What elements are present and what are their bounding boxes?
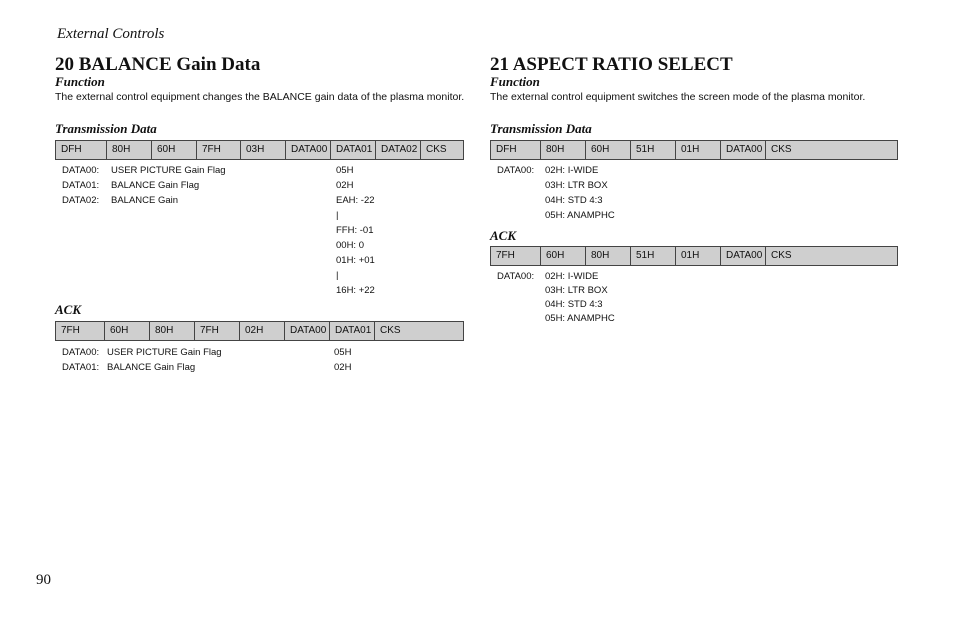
code-cell: 60H [586, 141, 631, 159]
data-value: | [336, 270, 339, 281]
code-cell: 51H [631, 141, 676, 159]
section-title-aspect-ratio: 21 ASPECT RATIO SELECT [490, 54, 733, 75]
transmission-heading: Transmission Data [55, 121, 157, 136]
transmission-data-list [62, 163, 462, 298]
list-item [62, 208, 462, 223]
code-cell: 80H [107, 141, 152, 159]
data-value: 01H: +01 [336, 255, 375, 266]
list-item [62, 283, 462, 298]
code-cell: CKS [771, 250, 792, 261]
ack-heading: ACK [55, 302, 82, 317]
data-value: 02H: I-WIDE [545, 165, 599, 176]
list-item [62, 193, 462, 208]
data-value: 02H: I-WIDE [545, 271, 599, 282]
ack-data-list [62, 345, 462, 375]
data-value: 04H: STD 4:3 [545, 195, 603, 206]
list-item [62, 163, 462, 178]
code-cell: CKS [426, 144, 447, 155]
code-cell: 01H [676, 141, 721, 159]
data-value: 02H [334, 362, 352, 373]
list-item [497, 178, 897, 193]
list-item [497, 270, 897, 284]
list-item [497, 193, 897, 208]
ack-code-table [490, 246, 898, 266]
data-key: DATA01: [62, 362, 100, 373]
list-item [62, 268, 462, 283]
data-value: | [336, 210, 339, 221]
data-value: 05H: ANAMPHC [545, 313, 615, 324]
list-item [497, 208, 897, 223]
list-item [62, 253, 462, 268]
code-cell: 80H [150, 322, 195, 340]
data-key: DATA00: [497, 165, 535, 176]
code-cell: DATA02 [376, 141, 421, 159]
code-cell: 60H [541, 247, 586, 265]
transmission-data-list [497, 163, 897, 223]
list-item [62, 223, 462, 238]
code-cell: DATA01 [331, 141, 376, 159]
code-cell: 02H [240, 322, 285, 340]
data-value: FFH: -01 [336, 225, 374, 236]
data-key: DATA02: [62, 195, 100, 206]
code-cell: 80H [541, 141, 586, 159]
data-key: DATA00: [62, 347, 100, 358]
data-value: 04H: STD 4:3 [545, 299, 603, 310]
ack-code-table [55, 321, 464, 341]
code-cell: 60H [105, 322, 150, 340]
code-cell: 51H [631, 247, 676, 265]
transmission-code-table [55, 140, 464, 160]
function-heading: Function [490, 74, 540, 89]
data-value: 05H [336, 165, 354, 176]
code-cell: CKS [771, 144, 792, 155]
list-item [62, 360, 462, 375]
function-description: The external control equipment changes the BALANCE gain data of the plasma monitor. [55, 91, 465, 103]
code-cell: 60H [152, 141, 197, 159]
section-title-balance: 20 BALANCE Gain Data [55, 54, 261, 75]
code-cell: 7FH [195, 322, 240, 340]
code-cell: 7FH [56, 322, 105, 340]
function-heading: Function [55, 74, 105, 89]
code-cell: CKS [380, 325, 401, 336]
ack-data-list [497, 270, 897, 326]
data-key: DATA01: [62, 180, 100, 191]
code-cell: 80H [586, 247, 631, 265]
code-cell: DATA00 [285, 322, 330, 340]
code-cell: 01H [676, 247, 721, 265]
data-name: BALANCE Gain Flag [111, 180, 200, 191]
data-value: 05H [334, 347, 352, 358]
code-cell: DFH [491, 141, 541, 159]
transmission-heading: Transmission Data [490, 121, 592, 136]
function-description: The external control equipment switches the screen mode of the plasma monitor. [490, 91, 866, 103]
data-value: 03H: LTR BOX [545, 285, 608, 296]
data-value: 00H: 0 [336, 240, 364, 251]
list-item [497, 163, 897, 178]
list-item [62, 238, 462, 253]
code-cell: DATA00 [721, 141, 766, 159]
code-cell: 7FH [491, 247, 541, 265]
ack-heading: ACK [490, 228, 517, 243]
code-cell: DATA00 [721, 247, 766, 265]
data-name: USER PICTURE Gain Flag [111, 165, 226, 176]
code-cell: 03H [241, 141, 286, 159]
code-cell: 7FH [197, 141, 241, 159]
running-header: External Controls [57, 26, 165, 42]
data-value: 02H [336, 180, 354, 191]
data-name: USER PICTURE Gain Flag [107, 347, 222, 358]
data-value: EAH: -22 [336, 195, 375, 206]
list-item [62, 178, 462, 193]
data-value: 16H: +22 [336, 285, 375, 296]
data-key: DATA00: [497, 271, 535, 282]
data-value: 03H: LTR BOX [545, 180, 608, 191]
page-number: 90 [36, 572, 51, 588]
list-item [497, 298, 897, 312]
list-item [497, 284, 897, 298]
transmission-code-table [490, 140, 898, 160]
list-item [497, 312, 897, 326]
data-name: BALANCE Gain [111, 195, 179, 206]
data-name: BALANCE Gain Flag [107, 362, 196, 373]
list-item [62, 345, 462, 360]
code-cell: DFH [56, 141, 107, 159]
data-key: DATA00: [62, 165, 100, 176]
data-value: 05H: ANAMPHC [545, 210, 615, 221]
code-cell: DATA00 [286, 141, 331, 159]
code-cell: DATA01 [330, 322, 375, 340]
